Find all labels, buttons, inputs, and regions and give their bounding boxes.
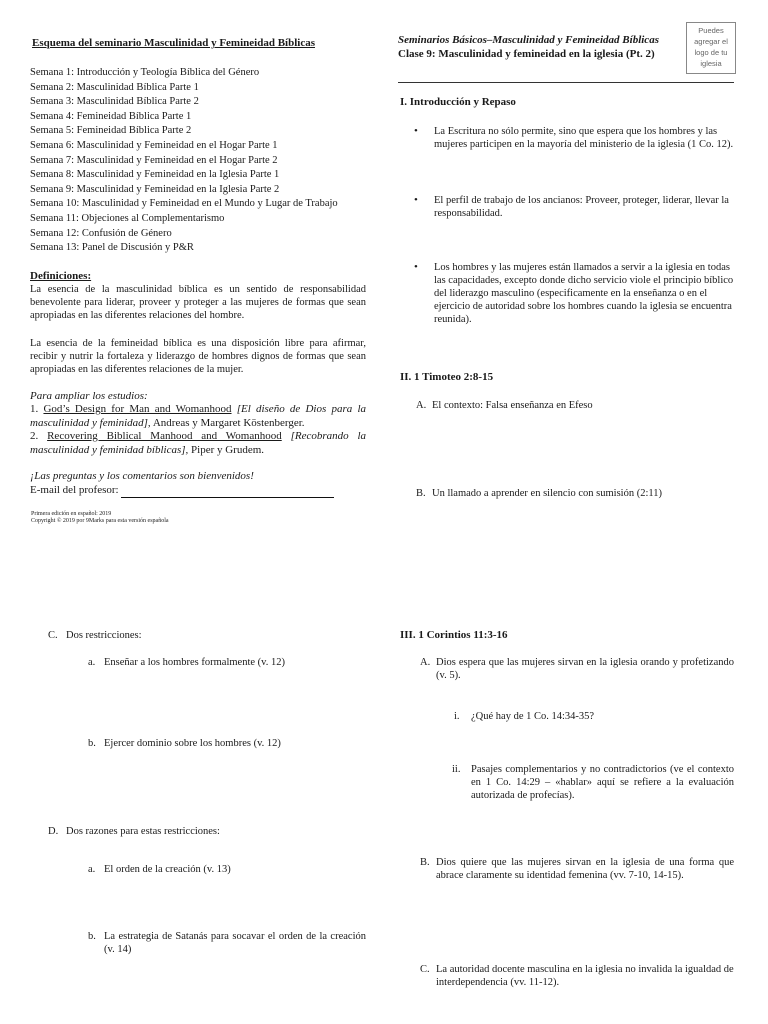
item-c-a-label: a. xyxy=(88,657,96,668)
item-d-text: Dos razones para estas restricciones: xyxy=(66,826,220,837)
item-a-label: A. xyxy=(416,400,427,411)
week-item: Semana 7: Masculinidad y Femineidad en el Hogar Parte 2 xyxy=(30,154,278,166)
logo-placeholder-line: iglesia xyxy=(700,59,722,68)
week-item: Semana 11: Objeciones al Complementarismo xyxy=(30,212,225,224)
logo-placeholder-line: logo de tu xyxy=(694,48,728,57)
iii-b-text: Dios quiere que las mujeres sirvan en la iglesia de una forma que abrace claramente su identidad femenina (vv. 7-10, 14-15). xyxy=(436,857,734,881)
series-title: Seminarios Básicos–Masculinidad y Femineidad Bíblicas xyxy=(398,34,659,46)
welcome-note: ¡Las preguntas y los comentarios son bienvenidos! xyxy=(30,470,254,482)
item-a-text: El contexto: Falsa enseñanza en Efeso xyxy=(432,400,593,411)
edition-note: Primera edición en español: 2019 xyxy=(31,511,112,517)
bullet-icon: • xyxy=(414,261,418,273)
week-item: Semana 1: Introducción y Teología Bíblica del Género xyxy=(30,67,260,78)
book-2-title: Recovering Biblical Manhood and Womanhood xyxy=(47,430,282,442)
intro-bullet-3: Los hombres y las mujeres están llamados a servir a la iglesia en todas las capacidades, excepto donde dicho servicio viole el principio bíblico del liderazgo masculino (especificamente en la enseñanza o en el ejercicio de autoridad sobre los hombres cuando la iglesia se encuentra reunida). xyxy=(434,262,734,325)
email-blank-line xyxy=(121,486,334,498)
book-2-spanish-title: [Recobrando la masculinidad y feminidad bíblicas], xyxy=(30,430,366,456)
item-d-label: D. xyxy=(48,826,59,837)
iii-a-label: A. xyxy=(420,657,431,668)
item-b-text: Un llamado a aprender en silencio con sumisión (2:11) xyxy=(432,488,662,499)
section-2-heading: II. 1 Timoteo 2:8-15 xyxy=(400,371,494,383)
bullet-icon: • xyxy=(414,125,418,137)
class-title: Clase 9: Masculinidad y femineidad en la iglesia (Pt. 2) xyxy=(398,48,655,60)
item-c-b-text: Ejercer dominio sobre los hombres (v. 12) xyxy=(104,738,281,749)
logo-placeholder-line: agregar el xyxy=(694,37,728,46)
book-1-title: God’s Design for Man and Womanhood xyxy=(43,403,232,415)
week-item: Semana 4: Femineidad Bíblica Parte 1 xyxy=(30,110,192,122)
item-d-b-label: b. xyxy=(88,931,96,942)
item-c-b-label: b. xyxy=(88,738,96,749)
week-item: Semana 12: Confusión de Género xyxy=(30,227,172,239)
item-d-b-text: La estrategia de Satanás para socavar el orden de la creación (v. 14) xyxy=(104,931,366,955)
book-1-spanish-title: [El diseño de Dios para la masculinidad y feminidad], xyxy=(30,403,366,429)
item-d-a-text: El orden de la creación (v. 13) xyxy=(104,864,231,875)
intro-bullet-1: La Escritura no sólo permite, sino que espera que los hombres y las mujeres participen en la mayoría del ministerio de la iglesia (1 Co. 12). xyxy=(434,126,734,150)
logo-placeholder-line: Puedes xyxy=(698,26,724,35)
book-2-number: 2. xyxy=(30,430,48,442)
email-line xyxy=(30,484,334,498)
book-2-authors: Piper y Grudem. xyxy=(188,443,265,456)
section-1-heading: I. Introducción y Repaso xyxy=(400,96,516,108)
book-1-authors: Andreas y Margaret Köstenberger. xyxy=(150,416,305,429)
book-reference-2 xyxy=(30,430,366,457)
iii-c-text: La autoridad docente masculina en la iglesia no invalida la igualdad de interdependencia (vv. 11-12). xyxy=(436,964,734,988)
week-list xyxy=(30,66,370,256)
item-c-label: C. xyxy=(48,630,58,641)
iii-b-label: B. xyxy=(420,857,430,868)
definition-femininity: La esencia de la femineidad bíblica es una disposición libre para afirmar, recibir y nutrir la fortaleza y liderazgo de hombres dignos de formas que sean apropiadas en las diferentes relaciones de la mujer. xyxy=(30,338,366,375)
iii-a-ii-text: Pasajes complementarios y no contradictorios (ve el contexto en 1 Co. 14:29 – «hablar» aquí se refiere a la evaluación autorizada de profecías). xyxy=(471,764,734,801)
item-b-label: B. xyxy=(416,488,426,499)
outline-title: Esquema del seminario Masculinidad y Femineidad Bíblicas xyxy=(32,37,315,49)
intro-bullet-2: El perfil de trabajo de los ancianos: Proveer, proteger, liderar, llevar la responsabilidad. xyxy=(434,195,729,219)
further-study-label: Para ampliar los estudios: xyxy=(30,390,148,402)
definition-masculinity: La esencia de la masculinidad bíblica es un sentido de responsabilidad benevolente para liderar, proveer y proteger a las mujeres de formas que sean apropiadas en las diferentes relaciones del hombre. xyxy=(30,284,366,321)
week-item: Semana 9: Masculinidad y Femineidad en la Iglesia Parte 2 xyxy=(30,183,280,195)
week-item: Semana 8: Masculinidad y Femineidad en la Iglesia Parte 1 xyxy=(30,169,280,181)
iii-a-text: Dios espera que las mujeres sirvan en la iglesia orando y profetizando (v. 5). xyxy=(436,657,734,681)
church-logo-placeholder xyxy=(686,22,736,74)
copyright-note: Copyright © 2019 por 9Marks para esta versión española xyxy=(31,518,169,524)
header-divider xyxy=(398,82,734,83)
section-3-heading: III. 1 Corintios 11:3-16 xyxy=(400,629,508,641)
book-1-number: 1. xyxy=(30,403,44,415)
item-c-text: Dos restricciones: xyxy=(66,630,142,641)
week-item: Semana 2: Masculinidad Bíblica Parte 1 xyxy=(30,81,199,93)
bullet-icon: • xyxy=(414,194,418,206)
book-reference-1 xyxy=(30,403,366,430)
item-d-a-label: a. xyxy=(88,864,96,875)
iii-a-ii-label: ii. xyxy=(452,764,461,775)
email-label: E-mail del profesor: xyxy=(30,484,119,496)
iii-a-i-label: i. xyxy=(454,711,460,722)
iii-a-i-text: ¿Qué hay de 1 Co. 14:34-35? xyxy=(471,711,595,722)
week-item: Semana 10: Masculinidad y Femineidad en el Mundo y Lugar de Trabajo xyxy=(30,198,338,210)
week-item: Semana 13: Panel de Discusión y P&R xyxy=(30,242,194,254)
week-item: Semana 6: Masculinidad y Femineidad en el Hogar Parte 1 xyxy=(30,139,278,151)
week-item: Semana 5: Femineidad Bíblica Parte 2 xyxy=(30,125,192,137)
definitions-heading: Definiciones: xyxy=(30,270,92,282)
iii-c-label: C. xyxy=(420,964,430,975)
item-c-a-text: Enseñar a los hombres formalmente (v. 12) xyxy=(104,657,285,668)
week-item: Semana 3: Masculinidad Bíblica Parte 2 xyxy=(30,96,199,108)
